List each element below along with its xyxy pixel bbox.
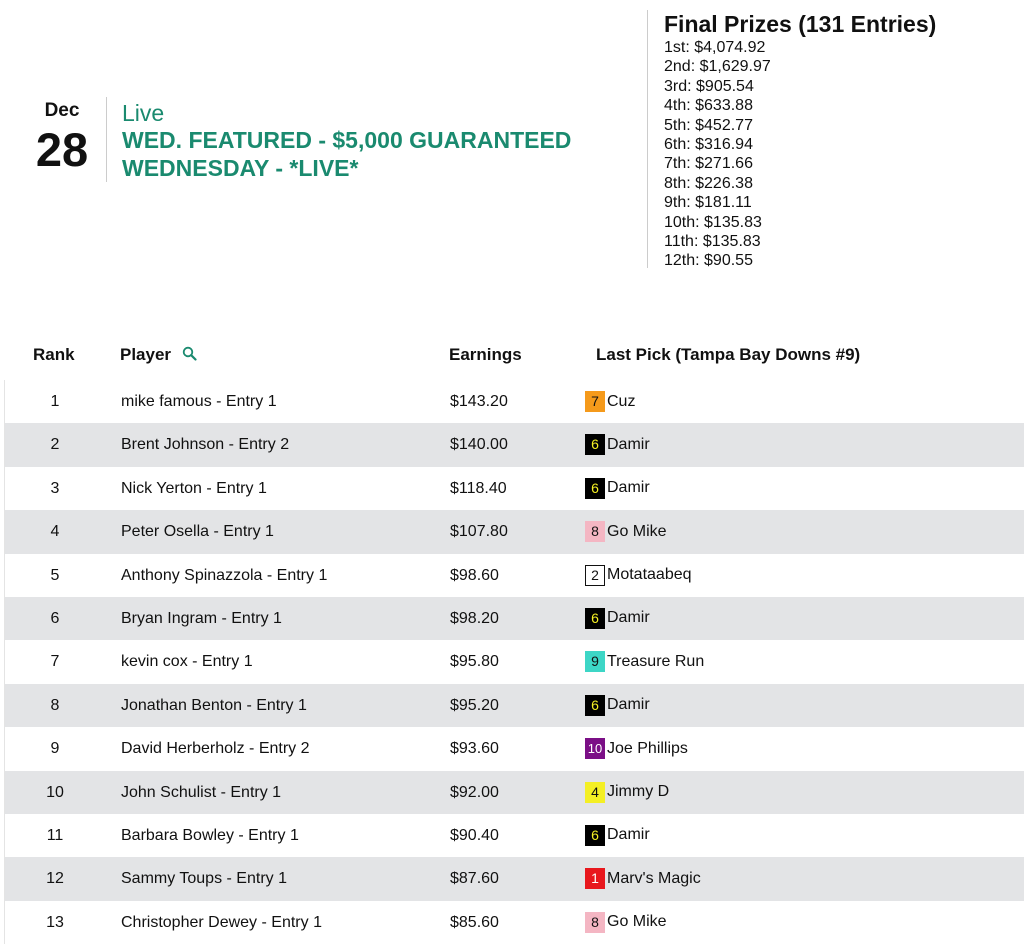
- table-row[interactable]: [5, 380, 1024, 423]
- player-name[interactable]: Sammy Toups - Entry 1: [121, 870, 287, 888]
- prize-item: 4th: $633.88: [664, 97, 753, 115]
- player-name[interactable]: Anthony Spinazzola - Entry 1: [121, 566, 328, 584]
- earnings-cell: $107.80: [450, 523, 508, 541]
- event-info: [122, 100, 622, 182]
- earnings-cell: $143.20: [450, 393, 508, 410]
- table-row[interactable]: [5, 901, 1024, 944]
- prize-item: 10th: $135.83: [664, 213, 762, 231]
- rank-cell: 10: [46, 783, 64, 801]
- post-number-badge: 6: [585, 478, 605, 499]
- final-prizes-title: Final Prizes (131 Entries): [664, 11, 937, 37]
- horse-name: Damir: [607, 479, 650, 497]
- earnings-cell: $92.00: [450, 783, 499, 801]
- last-pick-cell: [585, 695, 650, 716]
- leaderboard-header: [0, 340, 1024, 370]
- prize-item: 6th: $316.94: [664, 136, 753, 154]
- table-row[interactable]: [5, 814, 1024, 857]
- last-pick-cell: [585, 478, 650, 499]
- player-name[interactable]: Barbara Bowley - Entry 1: [121, 826, 299, 844]
- post-number-badge: 1: [585, 868, 605, 889]
- event-date: [20, 97, 107, 182]
- post-number-badge: 9: [585, 651, 605, 672]
- player-name[interactable]: Jonathan Benton - Entry 1: [121, 696, 307, 714]
- prize-item: 11th: $135.83: [664, 233, 761, 251]
- prize-item: 7th: $271.66: [664, 155, 753, 173]
- prize-list: [664, 38, 936, 271]
- prize-item: 8th: $226.38: [664, 174, 753, 192]
- post-number-badge: 6: [585, 825, 605, 846]
- last-pick-cell: [585, 434, 650, 455]
- table-row[interactable]: [5, 467, 1024, 510]
- post-number-badge: 8: [585, 912, 605, 933]
- rank-cell: 9: [50, 740, 60, 758]
- last-pick-cell: [585, 912, 667, 933]
- table-row[interactable]: [5, 510, 1024, 553]
- earnings-cell: $87.60: [450, 870, 499, 888]
- player-column-label: Player: [120, 345, 172, 364]
- post-number-badge: 2: [585, 565, 605, 586]
- earnings-cell: $118.40: [450, 479, 507, 497]
- horse-name: Go Mike: [607, 913, 667, 931]
- rank-cell: 13: [46, 913, 64, 931]
- rank-cell: 12: [46, 870, 64, 888]
- earnings-cell: $90.40: [450, 826, 499, 844]
- rank-cell: 11: [46, 826, 64, 844]
- horse-name: Go Mike: [607, 522, 667, 540]
- last-pick-cell: [585, 782, 669, 803]
- horse-name: Damir: [607, 696, 650, 714]
- horse-name: Joe Phillips: [607, 739, 688, 757]
- table-row[interactable]: [5, 684, 1024, 727]
- search-icon[interactable]: [182, 346, 197, 366]
- player-name[interactable]: Bryan Ingram - Entry 1: [121, 609, 282, 627]
- earnings-cell: $95.20: [450, 696, 499, 714]
- prize-item: 9th: $181.11: [664, 194, 752, 212]
- player-name[interactable]: Brent Johnson - Entry 2: [121, 436, 290, 454]
- post-number-badge: 10: [585, 738, 605, 759]
- earnings-cell: $98.20: [450, 609, 499, 627]
- earnings-column-header: Earnings: [449, 345, 522, 364]
- post-number-badge: 7: [585, 391, 605, 412]
- last-pick-cell: [585, 651, 704, 672]
- horse-name: Treasure Run: [607, 652, 705, 670]
- event-day: 28: [35, 123, 89, 176]
- event-title: WED. FEATURED - $5,000 GUARANTEED WEDNESDAY - *LIVE*: [122, 127, 572, 181]
- player-name[interactable]: Christopher Dewey - Entry 1: [121, 913, 322, 931]
- table-row[interactable]: [5, 857, 1024, 900]
- rank-cell: 6: [50, 609, 60, 627]
- last-pick-cell: [585, 608, 650, 629]
- rank-cell: 3: [50, 479, 60, 497]
- prize-item: 5th: $452.77: [664, 116, 753, 134]
- rank-cell: 4: [50, 523, 60, 541]
- earnings-cell: $93.60: [450, 740, 499, 758]
- horse-name: Damir: [607, 826, 650, 844]
- last-pick-cell: [585, 825, 650, 846]
- earnings-cell: $98.60: [450, 566, 499, 584]
- horse-name: Marv's Magic: [607, 869, 701, 887]
- horse-name: Damir: [607, 609, 650, 627]
- post-number-badge: 6: [585, 608, 605, 629]
- horse-name: Jimmy D: [607, 783, 670, 801]
- table-row[interactable]: [5, 597, 1024, 640]
- rank-cell: 5: [50, 566, 60, 584]
- earnings-cell: $95.80: [450, 653, 499, 671]
- table-row[interactable]: [5, 771, 1024, 814]
- player-name[interactable]: David Herberholz - Entry 2: [121, 740, 310, 758]
- prize-item: 2nd: $1,629.97: [664, 58, 771, 76]
- horse-name: Cuz: [607, 392, 636, 410]
- rank-cell: 7: [50, 653, 60, 671]
- earnings-cell: $85.60: [450, 913, 499, 931]
- rank-cell: 2: [50, 436, 60, 454]
- post-number-badge: 4: [585, 782, 605, 803]
- event-status: Live: [122, 100, 165, 126]
- last-pick-column-header: Last Pick (Tampa Bay Downs #9): [596, 345, 861, 364]
- last-pick-cell: [585, 868, 701, 889]
- post-number-badge: 8: [585, 521, 605, 542]
- final-prizes-panel: [647, 10, 936, 268]
- table-row[interactable]: [5, 423, 1024, 466]
- last-pick-cell: [585, 391, 635, 412]
- post-number-badge: 6: [585, 434, 605, 455]
- last-pick-cell: [585, 738, 688, 759]
- player-name[interactable]: Nick Yerton - Entry 1: [121, 479, 267, 497]
- horse-name: Motataabeq: [607, 566, 692, 584]
- table-row[interactable]: [5, 554, 1024, 597]
- player-name[interactable]: kevin cox - Entry 1: [121, 653, 253, 671]
- table-row[interactable]: [5, 727, 1024, 770]
- leaderboard-table: [4, 380, 1024, 944]
- player-column-header: [120, 345, 197, 366]
- last-pick-cell: [585, 565, 692, 586]
- prize-item: 1st: $4,074.92: [664, 39, 766, 56]
- horse-name: Damir: [607, 435, 650, 453]
- player-name[interactable]: John Schulist - Entry 1: [121, 783, 282, 801]
- rank-cell: 1: [50, 393, 60, 410]
- prize-item: 12th: $90.55: [664, 252, 753, 270]
- rank-cell: 8: [50, 696, 60, 714]
- rank-column-header: Rank: [33, 345, 75, 364]
- table-row[interactable]: [5, 640, 1024, 683]
- prize-item: 3rd: $905.54: [664, 77, 754, 95]
- earnings-cell: $140.00: [450, 436, 508, 454]
- player-name[interactable]: mike famous - Entry 1: [121, 393, 277, 410]
- player-name[interactable]: Peter Osella - Entry 1: [121, 523, 274, 541]
- event-month: Dec: [44, 100, 80, 121]
- post-number-badge: 6: [585, 695, 605, 716]
- last-pick-cell: [585, 521, 667, 542]
